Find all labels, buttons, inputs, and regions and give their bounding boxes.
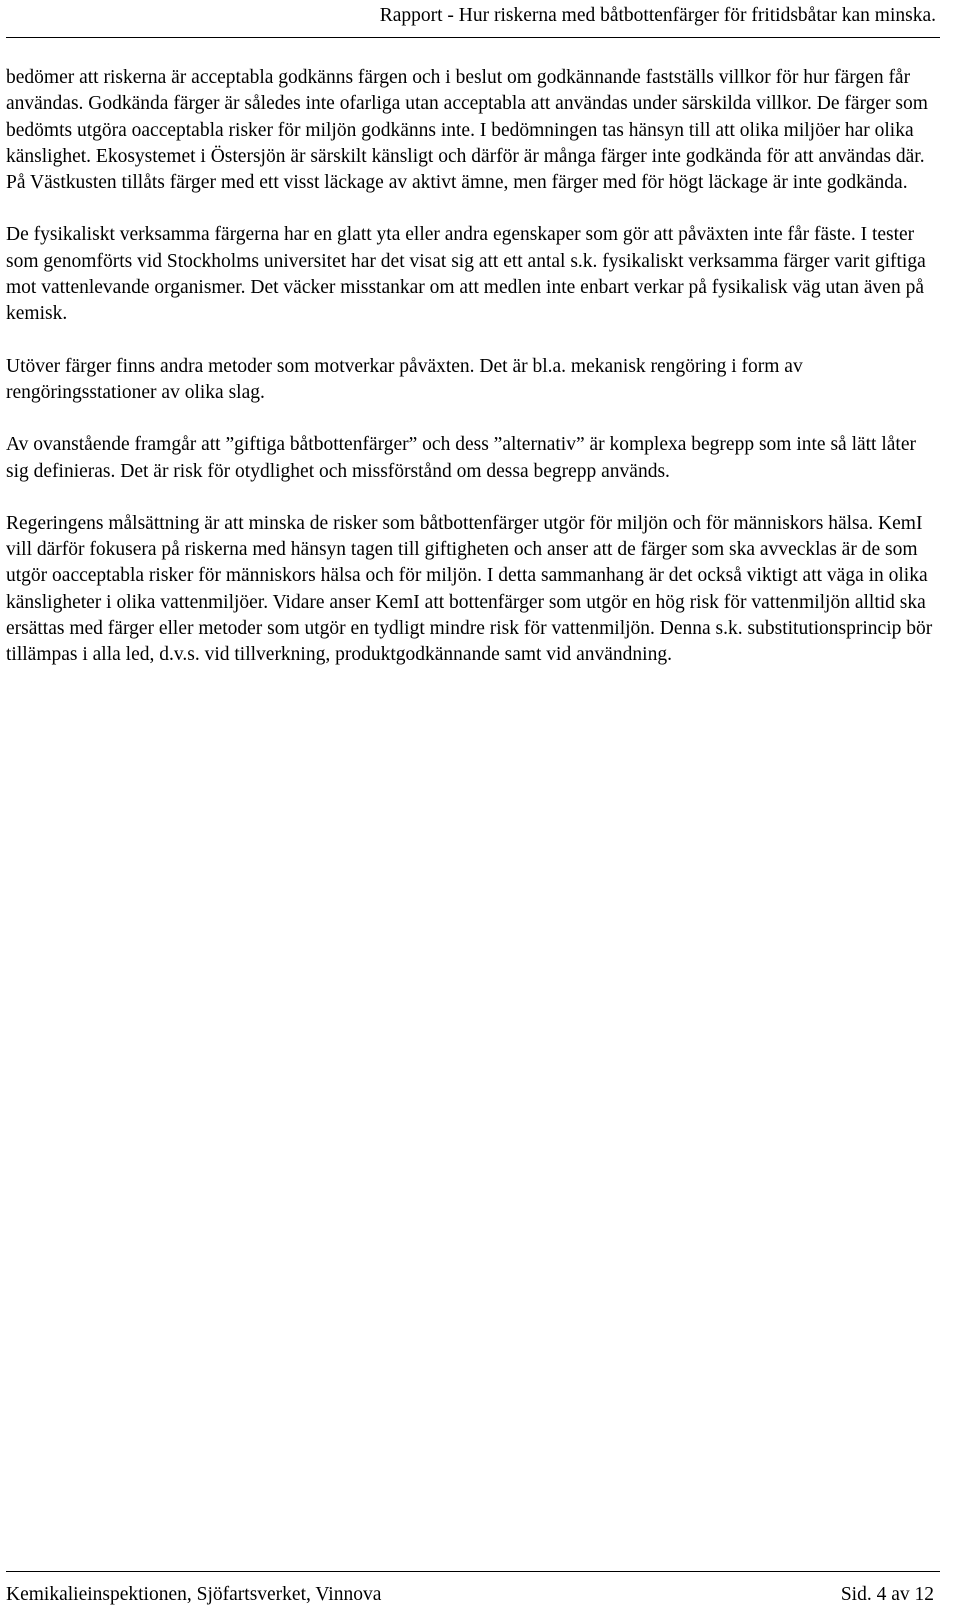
- header-divider: [6, 37, 940, 38]
- paragraph-approval-conditions: bedömer att riskerna är acceptabla godkänns färgen och i beslut om godkännande fastställs villkor för hur färgen får användas. Godkända färger är således inte ofarliga utan acceptabla att användas under särskilda villkor. De färger som bedömts utgöra oacceptabla risker för miljön godkänns inte. I bedömningen tas hänsyn till att olika miljöer har olika känslighet. Ekosystemet i Östersjön är särskilt känsligt och därför är många färger inte godkända för att användas där. På Västkusten tillåts färger med ett visst läckage av aktivt ämne, men färger med för högt läckage är inte godkända.: [6, 67, 928, 194]
- paragraph-physical-paints: De fysikaliskt verksamma färgerna har en glatt yta eller andra egenskaper som gör att påväxten inte får fäste. I tester som genomförts vid Stockholms universitet har det visat sig att ett antal s.k. fysikaliskt verksamma färger varit giftiga mot vattenlevande organismer. Det väcker misstankar om att medlen inte enbart verkar på fysikalisk väg utan även på kemisk.: [6, 224, 926, 325]
- paragraph-government-goal: Regeringens målsättning är att minska de risker som båtbottenfärger utgör för miljön och för människors hälsa. KemI vill därför fokusera på riskerna med hänsyn tagen till giftigheten och anser att de färger som ska avvecklas är de som utgör oacceptabla risker för människors hälsa och för miljön. I detta sammanhang är det också viktigt att väga in olika känsligheter i olika vattenmiljöer. Vidare anser KemI att bottenfärger som utgör en hög risk för vattenmiljön alltid ska ersättas med färger eller metoder som utgör en tydligt mindre risk för vattenmiljön. Denna s.k. substitutionsprincip bör tillämpas i alla led, d.v.s. vid tillverkning, produktgodkännande samt vid användning.: [6, 512, 933, 666]
- report-title: Rapport - Hur riskerna med båtbottenfärger för fritidsbåtar kan minska.: [379, 5, 936, 26]
- footer-divider: [6, 1571, 940, 1572]
- footer-organizations: Kemikalieinspektionen, Sjöfartsverket, Vinnova: [6, 1584, 382, 1605]
- document-body: [6, 65, 940, 669]
- page-number: Sid. 4 av 12: [840, 1584, 934, 1605]
- paragraph-other-methods: Utöver färger finns andra metoder som motverkar påväxten. Det är bl.a. mekanisk rengöring i form av rengöringsstationer av olika slag.: [6, 355, 803, 403]
- paragraph-definitions: Av ovanstående framgår att ”giftiga båtbottenfärger” och dess ”alternativ” är komplexa begrepp som inte så lätt låter sig definieras. Det är risk för otydlighet och missförstånd om dessa begrepp används.: [6, 434, 916, 482]
- page-header: [0, 0, 940, 44]
